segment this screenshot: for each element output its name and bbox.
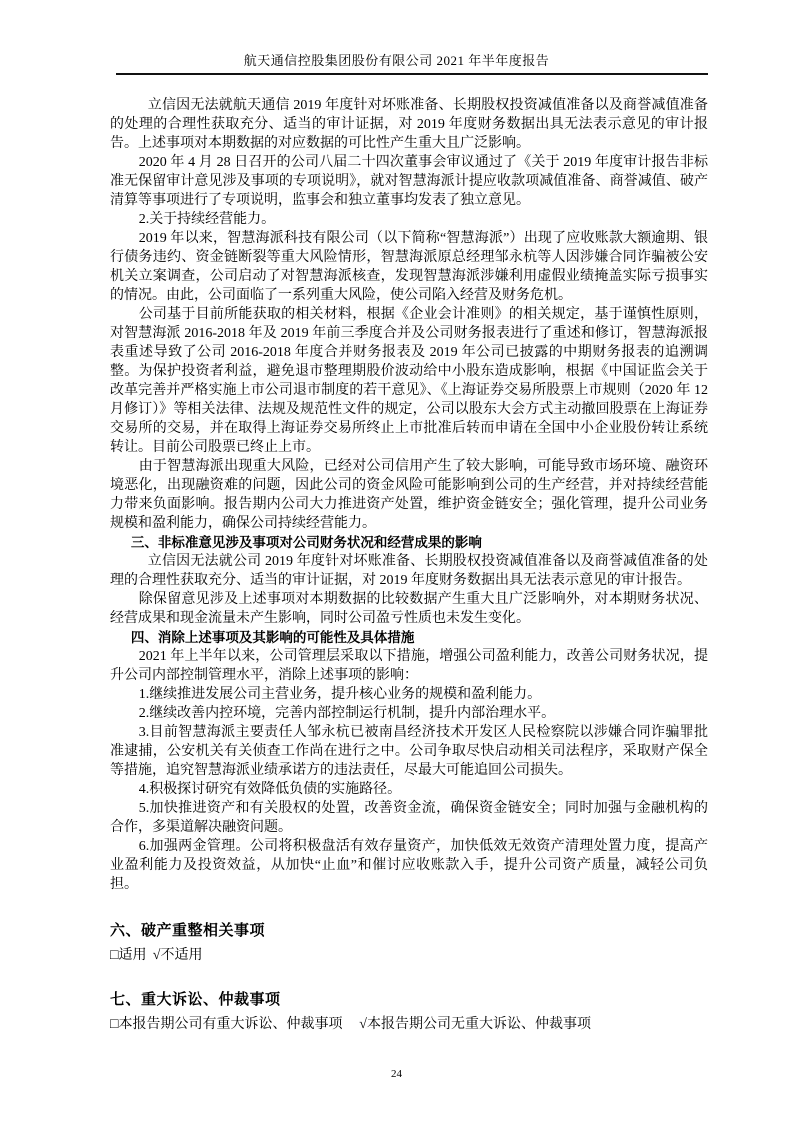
body-paragraph: 由于智慧海派出现重大风险，已经对公司信用产生了较大影响，可能导致市场环境、融资环境恶化，出现融资难的问题，因此公司的资金风险可能影响到公司的生产经营，并对持续经营能力带来负面影响。报告期内公司大力推进资产处置，维护资金链安全；强化管理，提升公司业务规模和盈利能力，确保公司持续经营能力。 <box>110 459 708 531</box>
section-heading-elimination-measures: 四、消除上述事项及其影响的可能性及具体措施 <box>130 630 415 645</box>
check-mark-icon: √ <box>359 1017 367 1032</box>
check-mark-icon: √ <box>152 948 161 963</box>
section-heading-non-standard-opinion: 三、非标准意见涉及事项对公司财务状况和经营成果的影响 <box>130 535 482 550</box>
option-no-litigation <box>359 1017 591 1032</box>
applicability-row <box>110 946 708 965</box>
option-label: 本报告期公司无重大诉讼、仲裁事项 <box>366 1017 591 1032</box>
body-paragraph: 除保留意见涉及上述事项对本期数据的比较数据产生重大且广泛影响外，对本期财务状况、经营成果和现金流量未产生影响，同时公司盈亏性质也未发生变化。 <box>110 592 708 626</box>
body-paragraph: 公司基于目前所能获取的相关材料，根据《企业会计准则》的相关规定，基于谨慎性原则，对智慧海派 2016-2018 年及 2019 年前三季度合并及公司财务报表进行了重述和修订，智慧海派报表重述导致了公司 2016-2018 年度合并财务报表及 2019 年公司已披露的中期财务报表的追溯调整。为保护投资者利益，避免退市整理期股价波动给中小股东造成影响，根据《中国证监会关于改革完善并严格实施上市公司退市制度的若干意见》、《上海证券交易所股票上市规则（2020 年 12 月修订）》等相关法律、法规及规范性文件的规定，公司以股东大会方式主动撤回股票在上海证券交易所的交易，并在取得上海证券交易所终止上市批准后转而申请在全国中小企业股份转让系统转让。目前公司股票已终止上市。 <box>110 307 708 455</box>
report-body <box>110 96 708 1034</box>
option-label: 不适用 <box>160 948 203 963</box>
litigation-row <box>110 1015 708 1034</box>
list-item: 1.继续推进发展公司主营业务，提升核心业务的规模和盈利能力。 <box>138 687 542 702</box>
list-item: 3.目前智慧海派主要责任人邹永杭已被南昌经济技术开发区人民检察院以涉嫌合同诈骗罪批准逮捕，公安机关有关侦查工作尚在进行之中。公司争取尽快启动相关司法程序，采取财产保全等措施，追究智慧海派业绩承诺方的违法责任，尽最大可能追回公司损失。 <box>110 725 708 778</box>
option-not-applicable <box>153 948 203 963</box>
body-paragraph: 2019 年以来，智慧海派科技有限公司（以下简称“智慧海派”）出现了应收账款大额逾期、银行债务违约、资金链断裂等重大风险情形，智慧海派原总经理邹永杭等人因涉嫌合同诈骗被公安机关立案调查，公司启动了对智慧海派核查，发现智慧海派涉嫌利用虚假业绩掩盖实际亏损事实的情况。由此，公司面临了一系列重大风险，使公司陷入经营及财务危机。 <box>110 231 708 303</box>
body-paragraph: 2021 年上半年以来，公司管理层采取以下措施，增强公司盈利能力，改善公司财务状况，提升公司内部控制管理水平，消除上述事项的影响： <box>110 649 708 683</box>
body-paragraph: 立信因无法就航天通信 2019 年度针对坏账准备、长期股权投资减值准备以及商誉减值准备的处理的合理性获取充分、适当的审计证据，对 2019 年度财务数据出具无法表示意见的审计报告。上述事项对本期数据的对应数据的可比性产生重大且广泛影响。 <box>110 98 708 151</box>
option-has-litigation <box>110 1017 342 1032</box>
option-label: 适用 <box>118 948 147 963</box>
list-item: 2.继续改善内控环境，完善内部控制运行机制，提升内部治理水平。 <box>138 706 556 721</box>
list-item: 6.加强两金管理。公司将积极盘活有效存量资产，加快低效无效资产清理处置力度，提高产业盈利能力及投资效益，从加快“止血”和催讨应收账款入手，提升公司资产质量，减轻公司负担。 <box>110 839 708 892</box>
section-major-litigation <box>110 990 708 1034</box>
body-paragraph: 立信因无法就公司 2019 年度针对坏账准备、长期股权投资减值准备以及商誉减值准备的处理的合理性获取充分、适当的审计证据，对 2019 年度财务数据出具无法表示意见的审计报告。 <box>110 554 708 588</box>
section-heading-bankruptcy: 六、破产重整相关事项 <box>110 922 266 939</box>
report-header-title: 航天通信控股集团股份有限公司 2021 年半年度报告 <box>243 53 550 68</box>
checkbox-unchecked-icon: □ <box>110 1017 119 1032</box>
body-paragraph: 2020 年 4 月 28 日召开的公司八届二十四次董事会审议通过了《关于 2019 年度审计报告非标准无保留审计意见涉及事项的专项说明》，就对智慧海派计提应收款项减值准备、商誉减值、破产清算等事项进行了专项说明，监事会和独立董事均发表了独立意见。 <box>110 155 708 208</box>
section-heading-litigation: 七、重大诉讼、仲裁事项 <box>110 991 281 1008</box>
option-applicable <box>110 948 146 963</box>
section-bankruptcy-reorganization <box>110 921 708 965</box>
checkbox-unchecked-icon: □ <box>110 948 119 963</box>
list-item: 5.加快推进资产和有关股权的处置，改善资金流，确保资金链安全；同时加强与金融机构的合作，多渠道解决融资问题。 <box>110 801 708 835</box>
option-label: 本报告期公司有重大诉讼、仲裁事项 <box>118 1017 343 1032</box>
list-item: 4.积极探讨研究有效降低负债的实施路径。 <box>138 782 402 797</box>
page-number: 24 <box>391 1068 402 1080</box>
body-paragraph: 2.关于持续经营能力。 <box>138 212 276 227</box>
header-rule <box>116 73 708 75</box>
